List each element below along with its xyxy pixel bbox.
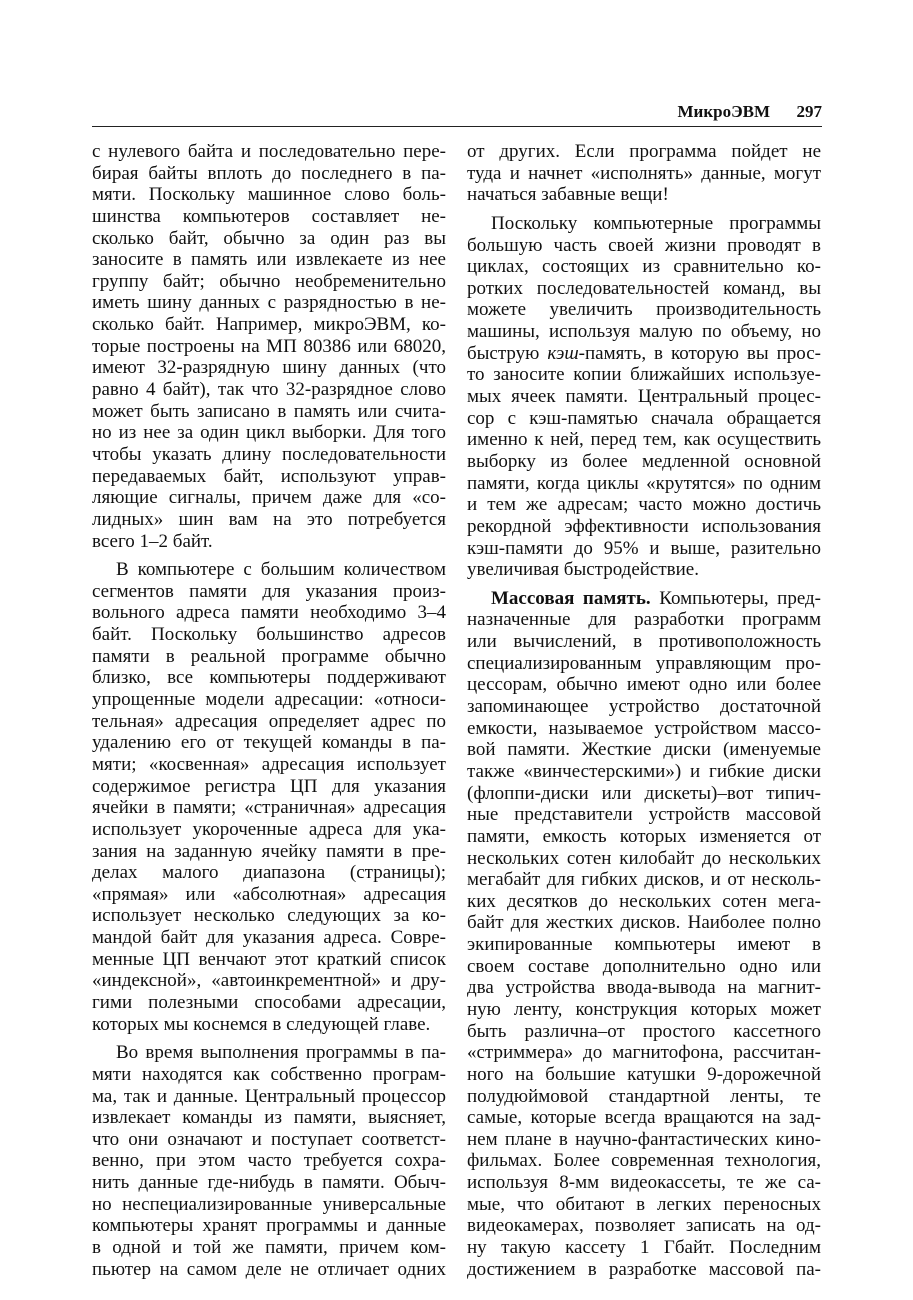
text-line: гими полезными способами адресации, (92, 991, 446, 1013)
text-line: с нулевого байта и последовательно пере- (92, 141, 446, 162)
text-line: ную ленту, конструкция которых может (467, 998, 821, 1020)
text-line: торые построены на МП 80386 или 68020, (92, 335, 446, 357)
text-line: назначенные для разработки программ (467, 609, 821, 631)
text-line: заносите в память или извлекаете из нее (92, 249, 446, 271)
text-line: сегментов памяти для указания произ- (92, 580, 446, 602)
text-line: «прямая» или «абсолютная» адресация (92, 883, 446, 905)
text-line: и тем же адресам; часто можно достичь (467, 494, 821, 516)
text-line: близко, все компьютеры поддерживают (92, 667, 446, 689)
text-line: вольного адреса памяти необходимо 3–4 (92, 602, 446, 624)
text-line: «индексной», «автоинкрементной» и дру- (92, 970, 446, 992)
text-line: использует укороченные адреса для ука- (92, 818, 446, 840)
text-line: ких десятков до нескольких сотен мега- (467, 890, 821, 912)
text-line: зания на заданную ячейку памяти в пре- (92, 840, 446, 862)
text-line: В компьютере с большим количеством (116, 559, 446, 581)
text-line-mixed (467, 343, 821, 365)
text-fragment: Компьютеры, пред- (659, 587, 821, 609)
page-number: 297 (796, 102, 822, 121)
text-line: используя 8-мм видеокассеты, те же са- (467, 1172, 821, 1194)
text-line: в одной и той же памяти, причем ком- (92, 1237, 446, 1259)
text-line: полудюймовой стандартной ленты, те (467, 1085, 821, 1107)
text-line: бирая байты вплоть до последнего в па- (92, 162, 446, 184)
text-line: сколько байт, обычно за один раз вы (92, 227, 446, 249)
text-line: мегабайт для гибких дисков, и от несколь- (467, 869, 821, 891)
text-line: менные ЦП венчают этот краткий список (92, 948, 446, 970)
section-run-in-heading: Массовая память. (491, 587, 651, 609)
text-line: памяти, когда циклы «крутятся» по одним (467, 472, 821, 494)
text-line: сор с кэш-памятью сначала обращается (467, 407, 821, 429)
text-line: шинства компьютеров составляет не- (92, 205, 446, 227)
text-line: Во время выполнения программы в па- (116, 1042, 446, 1064)
text-line: экипированные компьютеры имеют в (467, 934, 821, 956)
text-line: упрощенные модели адресации: «относи- (92, 689, 446, 711)
text-line: начаться забавные вещи! (467, 184, 669, 206)
right-column (467, 141, 821, 1280)
text-line: то заносите копии ближайших используе- (467, 364, 821, 386)
text-line: запоминающее устройство достаточной (467, 696, 821, 718)
text-line: тельная» адресация определяет адрес по (92, 710, 446, 732)
text-line: «стриммера» до магнитофона, рассчитан- (467, 1042, 821, 1064)
text-line: имеют 32-разрядную шину данных (что (92, 357, 446, 379)
text-line: выборку из более медленной основной (467, 450, 821, 472)
text-line: байт. Поскольку большинство адресов (92, 624, 446, 646)
text-line: фильмах. Более современная технология, (467, 1150, 821, 1172)
text-line: нем плане в научно-фантастических кино- (467, 1128, 821, 1150)
text-line: рекордной эффективности использования (467, 515, 821, 537)
text-line: которых мы коснемся в следующей главе. (92, 1013, 431, 1035)
text-line: иметь шину данных с разрядностью в не- (92, 292, 446, 314)
text-line: памяти, емкость которых изменяется от (467, 825, 821, 847)
text-line: памяти в реальной программе обычно (92, 645, 446, 667)
text-line: достижением в разработке массовой па- (467, 1258, 821, 1280)
text-line: машины, используя малую по объему, но (467, 321, 821, 343)
text-line: чтобы указать длину последовательности (92, 443, 446, 465)
text-line: от других. Если программа пойдет не (467, 141, 821, 162)
text-line: большую часть своей жизни проводят в (467, 234, 821, 256)
paragraph-gap (467, 581, 821, 588)
running-head (92, 100, 822, 127)
text-line: группу байт; обычно необременительно (92, 270, 446, 292)
text-fragment: быструю (467, 342, 540, 364)
text-line: ные представители устройств массовой (467, 804, 821, 826)
text-line: использует несколько следующих за ко- (92, 905, 446, 927)
text-fragment: -память, в которую вы прос- (578, 342, 821, 364)
text-line: содержимое регистра ЦП для указания (92, 775, 446, 797)
text-line: цессорам, обычно имеют одно или более (467, 674, 821, 696)
text-line: ротких последовательностей команд, вы (467, 277, 821, 299)
text-line: нить данные где-нибудь в памяти. Обыч- (92, 1172, 446, 1194)
text-line: ляющие сигналы, причем даже для «со- (92, 487, 446, 509)
text-line: всего 1–2 байт. (92, 530, 213, 552)
text-line: удалению его от текущей команды в па- (92, 732, 446, 754)
text-line: или вычислений, в противоположность (467, 631, 821, 653)
text-line-mixed (467, 588, 821, 610)
text-line: туда и начнет «исполнять» данные, могут (467, 162, 821, 184)
text-line: пьютер на самом деле не отличает одних (92, 1258, 446, 1280)
text-line: мые, что обитают в легких переносных (467, 1193, 821, 1215)
text-line: мяти; «косвенная» адресация использует (92, 753, 446, 775)
text-line: что они означают и поступает соответст- (92, 1128, 446, 1150)
text-line: увеличивая быстродействие. (467, 559, 699, 581)
text-line: нескольких сотен килобайт до нескольких (467, 847, 821, 869)
text-line: можете увеличить производительность (467, 299, 821, 321)
italic-term: кэш (547, 342, 579, 364)
text-line: сколько байт. Например, микроЭВМ, ко- (92, 314, 446, 336)
paragraph-gap (92, 552, 446, 559)
text-line: мандой байт для указания адреса. Совре- (92, 927, 446, 949)
text-line: специализированным управляющим про- (467, 652, 821, 674)
left-column (92, 141, 446, 1280)
text-line: но неспециализированные универсальные (92, 1193, 446, 1215)
text-line: делах малого диапазона (страницы); (92, 862, 446, 884)
text-line: самые, которые всегда вращаются на зад- (467, 1107, 821, 1129)
text-line: извлекает команды из памяти, выясняет, (92, 1107, 446, 1129)
text-line: Поскольку компьютерные программы (491, 212, 821, 234)
text-line: мых ячеек памяти. Центральный процес- (467, 386, 821, 408)
text-line: компьютеры хранят программы и данные (92, 1215, 446, 1237)
text-line: емкости, называемое устройством массо- (467, 717, 821, 739)
text-line: ного на большие катушки 9-дорожечной (467, 1063, 821, 1085)
text-line: лидных» шин вам на это потребуется (92, 508, 446, 530)
text-line: своем составе дополнительно одно или (467, 955, 821, 977)
text-line: ну такую кассету 1 Гбайт. Последним (467, 1237, 821, 1259)
text-line: мяти. Поскольку машинное слово боль- (92, 184, 446, 206)
text-line: (флоппи-диски или дискеты)–вот типич- (467, 782, 821, 804)
text-line: передаваемых байт, используют управ- (92, 465, 446, 487)
text-line: равно 4 байт), так что 32-разрядное слово (92, 379, 446, 401)
text-line: вой памяти. Жесткие диски (именуемые (467, 739, 821, 761)
paragraph-gap (467, 206, 821, 213)
text-line: именно к ней, перед тем, как осуществить (467, 429, 821, 451)
text-line: также «винчестерскими») и гибкие диски (467, 760, 821, 782)
text-line: циклах, состоящих из сравнительно ко- (467, 256, 821, 278)
text-line: ячейки в памяти; «страничная» адресация (92, 797, 446, 819)
running-head-title: МикроЭВМ (677, 102, 770, 121)
text-line: ма, так и данные. Центральный процессор (92, 1085, 446, 1107)
text-line: но из нее за один цикл выборки. Для того (92, 422, 446, 444)
text-line: может быть записано в память или счита- (92, 400, 446, 422)
text-line: венно, при этом часто требуется сохра- (92, 1150, 446, 1172)
text-line: видеокамерах, позволяет записать на од- (467, 1215, 821, 1237)
text-line: кэш-памяти до 95% и выше, разительно (467, 537, 821, 559)
text-line: байт для жестких дисков. Наиболее полно (467, 912, 821, 934)
text-line: быть различна–от простого кассетного (467, 1020, 821, 1042)
text-line: мяти находятся как собственно програм- (92, 1063, 446, 1085)
paragraph-gap (92, 1035, 446, 1042)
text-line: два устройства ввода-вывода на магнит- (467, 977, 821, 999)
